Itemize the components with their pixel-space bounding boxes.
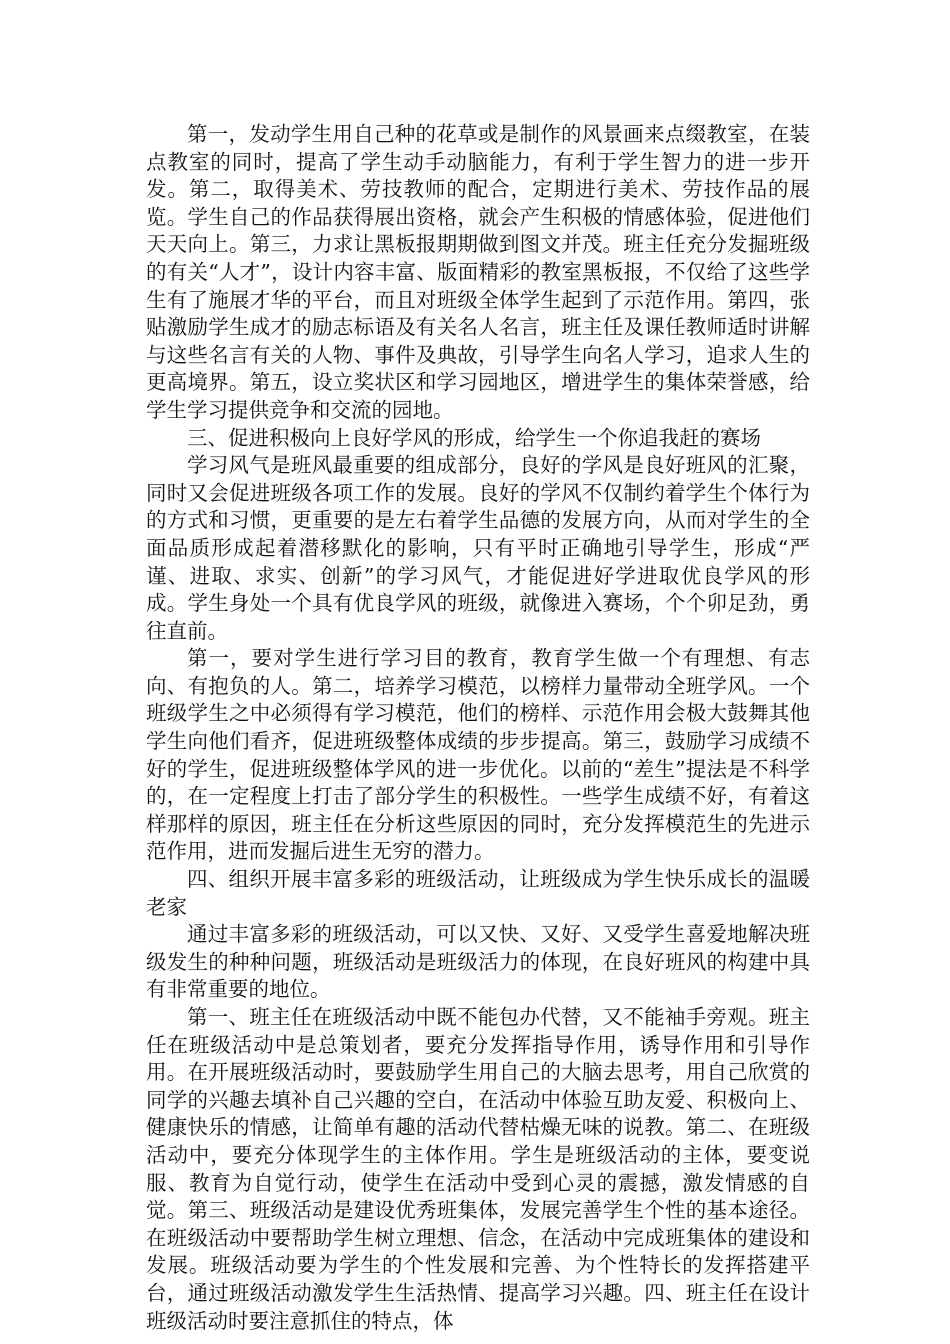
paragraph-classroom-decoration: 第一，发动学生用自己种的花草或是制作的风景画来点缀教室，在装点教室的同时，提高了学生动手动脑能力，有利于学生智力的进一步开发。第二，取得美术、劳技教师的配合，定期进行美术、劳技作品的展览。学生自己的作品获得展出资格，就会产生积极的情感体验，促进他们天天向上。第三，力求让黑板报期期做到图文并茂。班主任充分发掘班级的有关“人才”，设计内容丰富、版面精彩的教室黑板报，不仅给了这些学生有了施展才华的平台，而且对班级全体学生起到了示范作用。第四，张贴激励学生成才的励志标语及有关名人名言，班主任及课任教师适时讲解与这些名言有关的人物、事件及典故，引导学生向名人学习，追求人生的更高境界。第五，设立奖状区和学习园地区，增进学生的集体荣誉感，给学生学习提供竞争和交流的园地。 bbox=[146, 122, 810, 422]
paragraph-study-measures: 第一，要对学生进行学习目的教育，教育学生做一个有理想、有志向、有抱负的人。第二，培养学习模范，以榜样力量带动全班学风。一个班级学生之中必须得有学习模范，他们的榜样、示范作用会极大鼓舞其他学生向他们看齐，促进班级整体成绩的步步提高。第三，鼓励学习成绩不好的学生，促进班级整体学风的进一步优化。以前的“差生”提法是不科学的，在一定程度上打击了部分学生的积极性。一些学生成绩不好，有着这样那样的原因，班主任在分析这些原因的同时，充分发挥模范生的先进示范作用，进而发掘后进生无穷的潜力。 bbox=[146, 646, 810, 864]
paragraph-class-activities-intro: 通过丰富多彩的班级活动，可以又快、又好、又受学生喜爱地解决班级发生的种种问题，班级活动是班级活力的体现，在良好班风的构建中具有非常重要的地位。 bbox=[146, 922, 810, 1002]
paragraph-study-atmosphere: 学习风气是班风最重要的组成部分，良好的学风是良好班风的汇聚，同时又会促进班级各项工作的发展。良好的学风不仅制约着学生个体行为的方式和习惯，更重要的是左右着学生品德的发展方向，从而对学生的全面品质形成起着潜移默化的影响，只有平时正确地引导学生，形成“严谨、进取、求实、创新”的学习风气，才能促进好学进取优良学风的形成。学生身处一个具有优良学风的班级，就像进入赛场，个个卯足劲，勇往直前。 bbox=[146, 453, 810, 643]
section-heading-study-atmosphere: 三、促进积极向上良好学风的形成，给学生一个你追我赶的赛场 bbox=[187, 425, 761, 450]
document-body bbox=[146, 121, 810, 1335]
paragraph-class-activities-measures: 第一、班主任在班级活动中既不能包办代替，又不能袖手旁观。班主任在班级活动中是总策划者，要充分发挥指导作用，诱导作用和引导作用。在开展班级活动时，要鼓励学生用自己的大脑去思考，用自己欣赏的同学的兴趣去填补自己兴趣的空白，在活动中体验互助友爱、积极向上、健康快乐的情感，让简单有趣的活动代替枯燥无味的说教。第二、在班级活动中，要充分体现学生的主体作用。学生是班级活动的主体，要变说服、教育为自觉行动，使学生在活动中受到心灵的震撼，激发情感的自觉。第三、班级活动是建设优秀班集体，发展完善学生个性的基本途径。在班级活动中要帮助学生树立理想、信念，在活动中完成班集体的建设和发展。班级活动要为学生的个性发展和完善、为个性特长的发挥搭建平台，通过班级活动激发学生生活热情、提高学习兴趣。四、班主任在设计班级活动时要注意抓住的特点，体 bbox=[146, 1005, 810, 1333]
section-heading-class-activities: 四、组织开展丰富多彩的班级活动，让班级成为学生快乐成长的温暖老家 bbox=[146, 867, 810, 919]
